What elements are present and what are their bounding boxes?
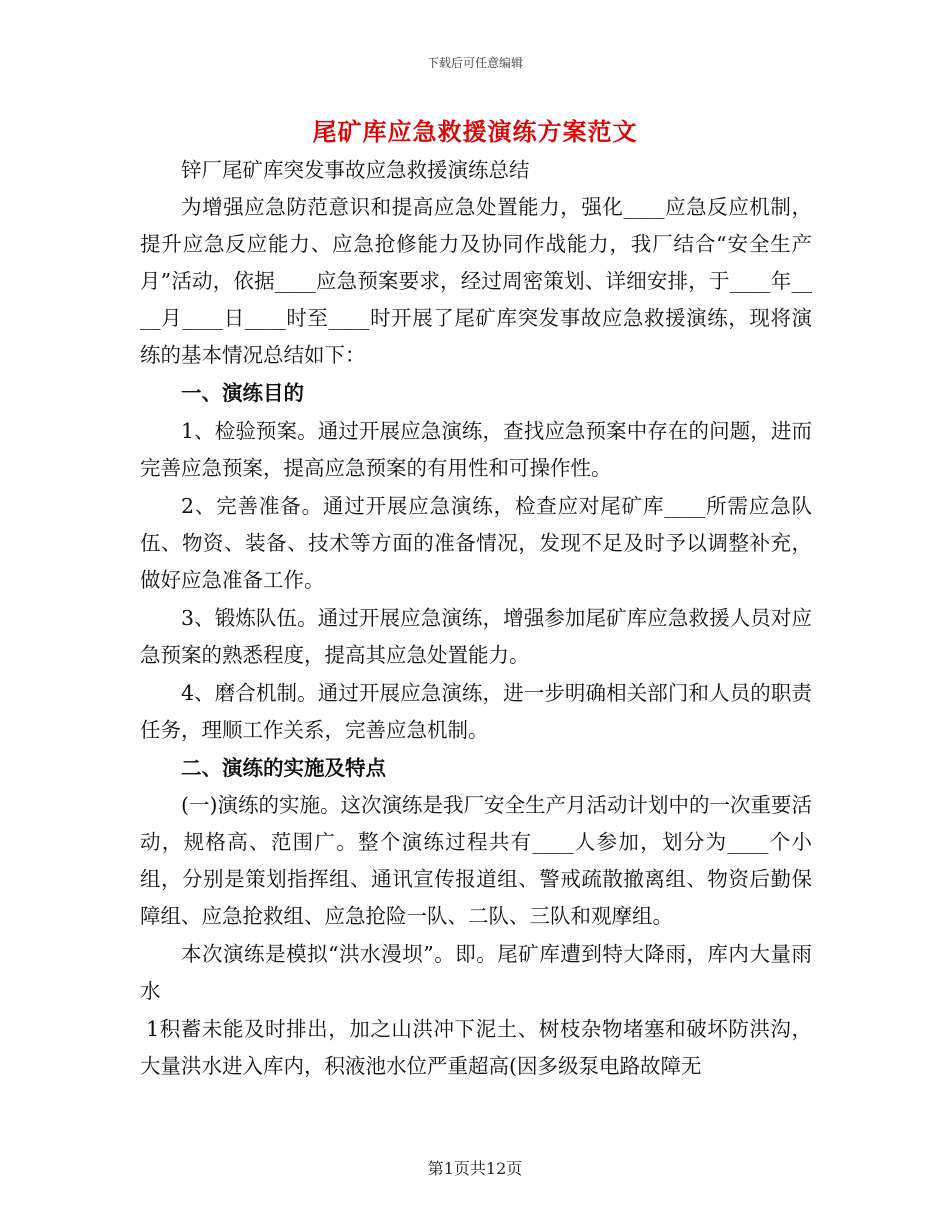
page-footer: 第1页共12页 <box>427 1159 523 1178</box>
paragraph-continuation: 1积蓄未能及时排出，加之山洪冲下泥土、树枝杂物堵塞和破坏防洪沟，大量洪水进入库内，积液池水位严重超高(因多级泵电路故障无 <box>140 1017 812 1078</box>
document-body <box>140 152 812 1085</box>
paragraph-subtitle: 锌厂尾矿库突发事故应急救援演练总结 <box>181 158 530 182</box>
header-note: 下载后可任意编辑 <box>426 56 523 70</box>
paragraph-intro: 为增强应急防范意识和提高应急处置能力，强化____应急反应机制，提升应急反应能力、应急抢修能力及协同作战能力，我厂结合“安全生产月”活动，依据____应急预案要求，经过周密策划、详细安排，于____年____月____日____时至____时开展了尾矿库突发事故应急救援演练，现将演练的基本情况总结如下： <box>140 195 812 367</box>
paragraph-item-1: 1、检验预案。通过开展应急演练，查找应急预案中存在的问题，进而完善应急预案，提高应急预案的有用性和可操作性。 <box>140 419 812 480</box>
paragraph-item-3: 3、锻炼队伍。通过开展应急演练，增强参加尾矿库应急救援人员对应急预案的熟悉程度，提高其应急处置能力。 <box>140 606 812 667</box>
section-heading-2: 二、演练的实施及特点 <box>181 756 386 780</box>
paragraph-item-4: 4、磨合机制。通过开展应急演练，进一步明确相关部门和人员的职责任务，理顺工作关系，完善应急机制。 <box>140 681 812 742</box>
section-heading-1: 一、演练目的 <box>181 381 304 405</box>
paragraph-simulation: 本次演练是模拟“洪水漫坝”。即。尾矿库遭到特大降雨，库内大量雨水 <box>140 942 812 1003</box>
document-title: 尾矿库应急救援演练方案范文 <box>312 117 638 146</box>
paragraph-item-2: 2、完善准备。通过开展应急演练，检查应对尾矿库____所需应急队伍、物资、装备、技术等方面的准备情况，发现不足及时予以调整补充，做好应急准备工作。 <box>140 494 812 592</box>
paragraph-implementation: (一)演练的实施。这次演练是我厂安全生产月活动计划中的一次重要活动，规格高、范围广。整个演练过程共有____人参加，划分为____个小组，分别是策划指挥组、通讯宣传报道组、警戒疏散撤离组、物资后勤保障组、应急抢救组、应急抢险一队、二队、三队和观摩组。 <box>140 793 812 928</box>
